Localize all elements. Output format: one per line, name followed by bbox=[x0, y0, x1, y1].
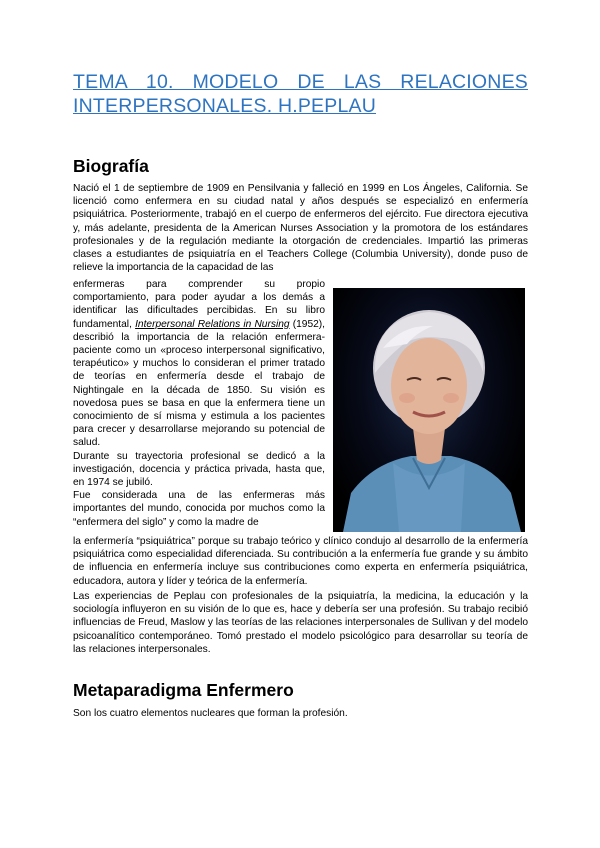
document-title: TEMA 10. MODELO DE LAS RELACIONES INTERPERSONALES. H.PEPLAU bbox=[73, 71, 528, 117]
metaparadigma-paragraph: Son los cuatro elementos nucleares que forman la profesión. bbox=[73, 708, 348, 719]
section-heading-metaparadigma: Metaparadigma Enfermero bbox=[73, 680, 294, 700]
text-run: (1952), describió la importancia de la relación enfermera-paciente como un «proceso interpersonal significativo, terapéutico» y muchos lo consideran el primer tratado de teorías en enfermería desde el trabajo de Nightingale en la década de 1850. Su visión es novedosa pues se basa en que la enfermera tiene un conocimiento de sí misma y estimula a los pacientes para crecer y desarrollarse mejorando su potencial de salud. bbox=[73, 318, 326, 449]
biografia-paragraph-influences: Las experiencias de Peplau con profesionales de la psiquiatría, la medicina, la educación y la sociología influyeron en su visión de lo que es, hace y debería ser una profesión. Su trabajo recibió influencias de Freud, Maslow y las teorías de las relaciones interpersonales de Sullivan y del modelo psicoanalítico contemporáneo. Tomó prestado el modelo psicológico para desarrollar su teoría de las relaciones interpersonales. bbox=[73, 591, 528, 655]
biografia-paragraph-book bbox=[73, 278, 325, 450]
biografia-paragraph-intro: Nació el 1 de septiembre de 1909 en Pensilvania y falleció en 1999 en Los Ángeles, California. Se licenció como enfermera en su ciudad natal y años después se especializó en enfermería psiquiátrica. Posteriormente, trabajó en el cuerpo de enfermeros del ejército. Fue directora ejecutiva y, más adelante, presidenta de la American Nurses Association y la promotora de los estándares profesionales y de la regulación mediante la otorgación de credenciales. Impartió las primeras clases a estudiantes de psiquiatría en el Teachers College (Columbia University), donde puso de relieve la importancia de la capacidad de las bbox=[73, 183, 528, 274]
biografia-paragraph-contribution: la enfermería “psiquiátrica” porque su trabajo teórico y clínico condujo al desarrollo de la enfermería psiquiátrica como especialidad diferenciada. Su contribución a la enfermería fue grande y su ámbito de influencia en enfermería incluye sus contribuciones como experta en enfermería psiquiátrica, educadora, autora y líder y teórica de la enfermería. bbox=[73, 536, 528, 587]
biografia-column-text bbox=[73, 278, 325, 529]
portrait-photo bbox=[333, 288, 525, 532]
section-heading-biografia: Biografía bbox=[73, 156, 149, 176]
text-run: enfermeras para comprender su propio comportamiento, para poder ayudar a los demás a identificar las dificultades percibidas. En su libro fundamental, bbox=[73, 279, 325, 330]
book-title: Interpersonal Relations in Nursing bbox=[135, 318, 290, 330]
biografia-paragraph-career: Durante su trayectoria profesional se dedicó a la investigación, docencia y práctica privada, hasta que, en 1974 se jubiló. bbox=[73, 450, 325, 489]
portrait-illustration bbox=[333, 288, 525, 532]
biografia-paragraph-fame: Fue considerada una de las enfermeras más importantes del mundo, conocida por muchos como la “enfermera del siglo” y como la madre de bbox=[73, 490, 325, 528]
